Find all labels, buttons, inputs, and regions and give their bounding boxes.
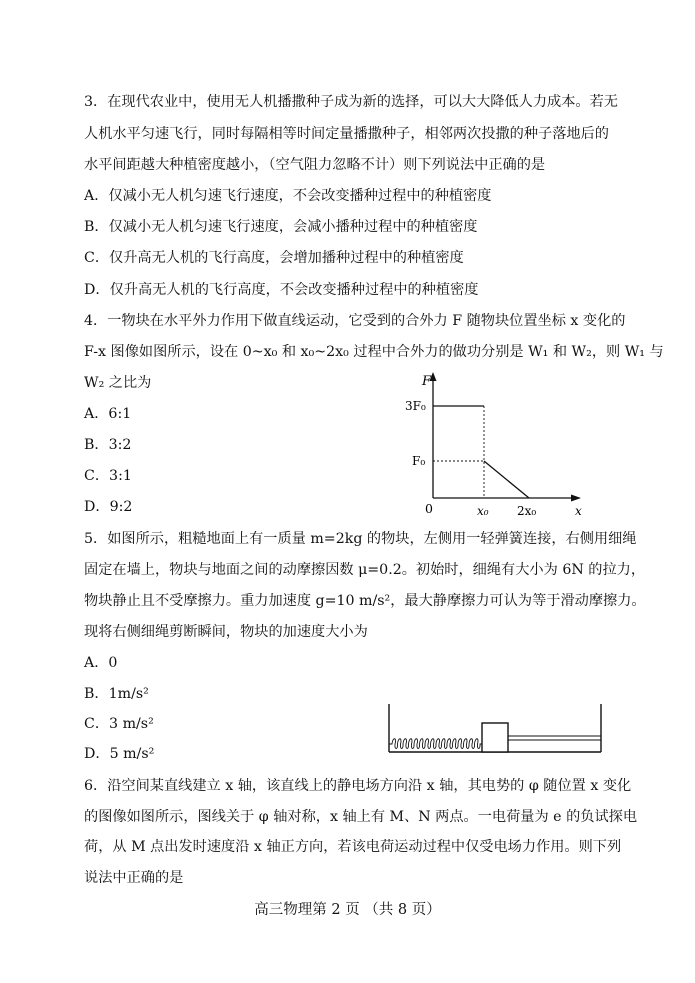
q6-line-4: 说法中正确的是 (84, 870, 184, 886)
q5-option-b: B．1m/s² (84, 686, 149, 702)
q4-line-1: 4．一物块在水平外力作用下做直线运动，它受到的合外力 F 随物块位置坐标 x 变化的 (84, 313, 626, 329)
spring-block-figure (384, 700, 606, 756)
page-footer: 高三物理第 2 页 （共 8 页） (254, 902, 441, 918)
q3-option-c: C．仅升高无人机的飞行高度，会增加播种过程中的种植密度 (84, 250, 464, 266)
q4-option-c: C．3:1 (84, 468, 132, 484)
q6-line-2: 的图像如图所示，图线关于 φ 轴对称，x 轴上有 M、N 两点。一电荷量为 e 的负试探电 (84, 809, 638, 825)
q3-line-2: 人机水平匀速飞行，同时每隔相等时间定量播撒种子，相邻两次投撒的种子落地后的 (84, 126, 609, 142)
graph-descending-segment (484, 461, 529, 498)
q5-line-1: 5．如图所示，粗糙地面上有一质量 m=2kg 的物块，左侧用一轻弹簧连接，右侧用细绳 (84, 531, 637, 547)
spring-icon (389, 739, 482, 749)
q5-option-d: D．5 m/s² (84, 746, 155, 762)
q3-option-b: B．仅减小无人机匀速飞行速度，会减小播种过程中的种植密度 (84, 219, 478, 235)
graph-y-label: F (422, 374, 432, 389)
q6-line-3: 荷，从 M 点出发时速度沿 x 轴正方向，若该电荷运动过程中仅受电场力作用。则下列 (84, 839, 622, 855)
graph-x-axis-arrow-icon (571, 495, 581, 502)
q4-option-b: B．3:2 (84, 437, 132, 453)
graph-origin-label: 0 (425, 501, 433, 516)
force-position-graph (405, 368, 605, 528)
q5-line-4: 现将右侧细绳剪断瞬间，物块的加速度大小为 (84, 624, 368, 640)
q3-option-d: D．仅升高无人机的飞行高度，不会改变播种过程中的种植密度 (84, 282, 479, 298)
graph-x-tick-2x0: 2x₀ (517, 504, 537, 518)
q6-line-1: 6．沿空间某直线建立 x 轴，该直线上的静电场方向沿 x 轴，其电势的 φ 随位置 x 变化 (84, 778, 632, 794)
q4-line-2: F-x 图像如图所示，设在 0~x₀ 和 x₀~2x₀ 过程中合外力的做功分别是 W₁ 和 W₂，则 W₁ 与 (84, 344, 664, 360)
q3-line-3: 水平间距越大种植密度越小，（空气阻力忽略不计）则下列说法中正确的是 (84, 157, 546, 173)
q4-line-3: W₂ 之比为 (84, 375, 152, 391)
graph-y-tick-3f0: 3F₀ (405, 399, 426, 413)
block (482, 723, 508, 752)
q4-option-a: A．6:1 (84, 406, 132, 422)
q4-option-d: D．9:2 (84, 499, 133, 515)
q5-option-c: C．3 m/s² (84, 716, 154, 732)
graph-x-tick-x0: x₀ (477, 504, 489, 518)
q5-line-3: 物块静止且不受摩擦力。重力加速度 g=10 m/s²，最大静摩擦力可认为等于滑动摩擦力。 (84, 593, 646, 609)
graph-x-label: x (575, 504, 582, 518)
graph-y-tick-f0: F₀ (412, 454, 426, 468)
q3-option-a: A．仅减小无人机匀速飞行速度，不会改变播种过程中的种植密度 (84, 188, 492, 204)
q3-line-1: 3．在现代农业中，使用无人机播撒种子成为新的选择，可以大大降低人力成本。若无 (84, 94, 618, 110)
q5-line-2: 固定在墙上，物块与地面之间的动摩擦因数 μ=0.2。初始时，细绳有大小为 6N 的拉力， (84, 562, 646, 578)
q5-option-a: A．0 (84, 655, 118, 671)
